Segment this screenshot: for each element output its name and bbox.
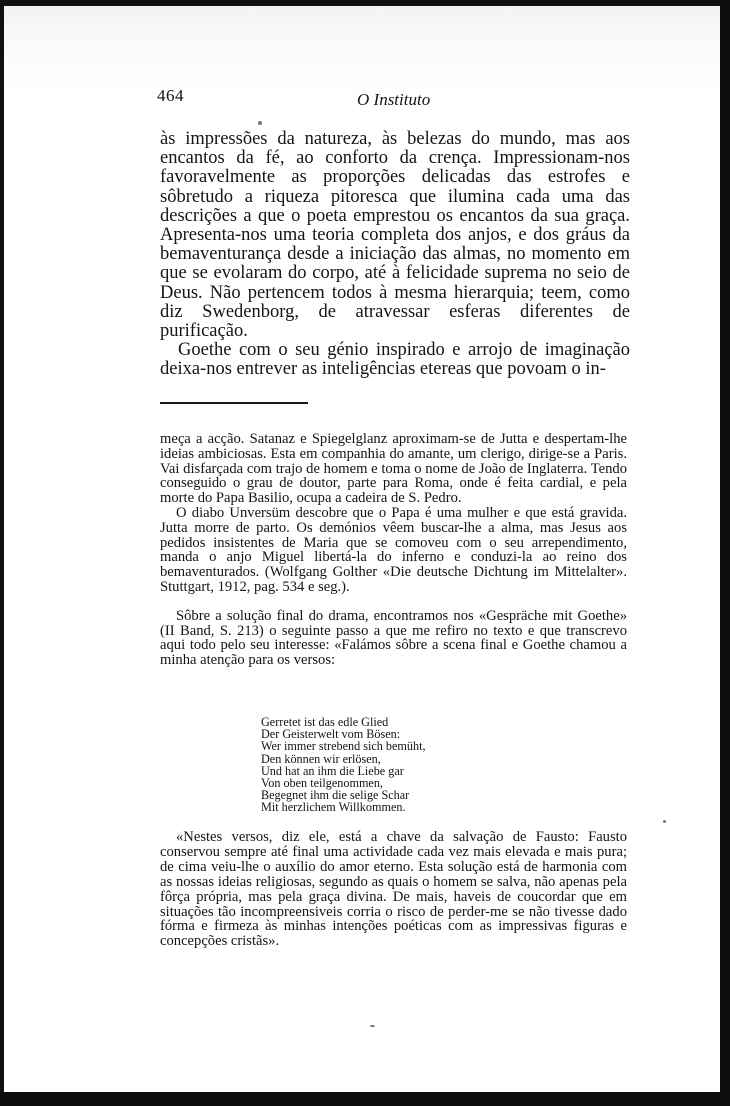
page-number: 464 — [157, 86, 184, 105]
running-title: O Instituto — [357, 90, 431, 109]
footnote-paragraph: meça a acção. Satanaz e Spiegelglanz aproximam-se de Jutta e despertam-lhe ideias ambiciosas. Esta em companhia do amante, um clerigo, dirige-se a Paris. Vai disfarçada com trajo de homem e toma o nome de João de Inglaterra. Tendo conseguido o grau de doutor, parte para Roma, onde é feita cardial, e pela morte do Papa Basilio, ocupa a cadeira de S. Pedro. — [160, 431, 627, 507]
verse-line: Und hat an ihm die Liebe gar — [261, 763, 404, 778]
scan-border-right — [720, 0, 730, 1106]
scan-speck — [258, 121, 262, 125]
footnote-paragraph: Sôbre a solução final do drama, encontramos nos «Gespräche mit Goethe» (II Band, S. 213) o seguinte passo a que me refiro no texto e que transcrevo aqui todo pelo seu interesse: «Falámos sôbre a scena final e Goethe chamou a minha atenção para os versos: — [160, 607, 627, 669]
verse-line: Mit herzlichem Willkommen. — [261, 800, 406, 815]
scan-speck — [663, 820, 666, 823]
closing-quotation — [160, 830, 627, 949]
main-paragraph: às impressões da natureza, às belezas do mundo, mas aos encantos da fé, ao conforto da crença. Impressionam-nos favoravelmente as proporções delicadas das estrofes e sôbretudo a riqueza pitoresca que ilumina cada uma das descrições a que o poeta emprestou os encantos da sua graça. Apresenta-nos uma teoria completa dos anjos, e dos gráus da bemaventurança desde a iniciação das almas, no momento em que se evolaram do corpo, até à felicidade suprema no seio de Deus. Não pertencem todos à mesma hierarquia; teem, como diz Swedenborg, de atravessar esferas diferentes de purificação. — [160, 129, 630, 342]
verse-line: Begegnet ihm die selige Schar — [261, 788, 410, 803]
footnotes — [160, 432, 627, 668]
verse-quotation — [261, 716, 426, 814]
scan-speck — [370, 1025, 375, 1027]
verse-line: Wer immer strebend sich bemüht, — [261, 739, 426, 754]
main-text — [160, 130, 630, 380]
verse-line: Gerretet ist das edle Glied — [261, 715, 389, 729]
verse-line: Von oben teilgenommen, — [261, 776, 383, 791]
scan-border-bottom — [0, 1092, 730, 1106]
footnote-divider — [160, 402, 308, 404]
verse-line: Den können wir erlösen, — [261, 751, 381, 766]
verse-line: Der Geisterwelt vom Bösen: — [261, 727, 401, 742]
main-paragraph: Goethe com o seu génio inspirado e arrojo de imaginação deixa-nos entrever as inteligências etereas que povoam o in- — [160, 340, 630, 380]
closing-paragraph: «Nestes versos, diz ele, está a chave da salvação de Fausto: Fausto conservou sempre até final uma actividade cada vez mais elevada e mais pura; de cima veiu-lhe o auxílio do amor eterno. Esta solução está de harmonia com as nossas ideias religiosas, segundo as quais o homem se salva, não apenas pela fôrça própria, mas pela graça divina. De mais, haveis de coucordar que em situações tão incompreensiveis corria o risco de perder-me se não tivesse dado fórma e firmeza às minhas intenções poéticas com as impressivas figuras e concepções cristãs». — [160, 829, 627, 950]
footnote-paragraph: O diabo Unversüm descobre que o Papa é uma mulher e que está gravida. Jutta morre de parto. Os demónios vêem buscar-lhe a alma, mas Jesus aos pedidos insistentes de Maria que se comoveu com o seu arrependimento, manda o anjo Miguel libertá-la do inferno e conduzi-la ao reino dos bemaventurados. (Wolfgang Golther «Die deutsche Dichtung im Mittelalter». Stuttgart, 1912, pag. 534 e seg.). — [160, 504, 627, 595]
